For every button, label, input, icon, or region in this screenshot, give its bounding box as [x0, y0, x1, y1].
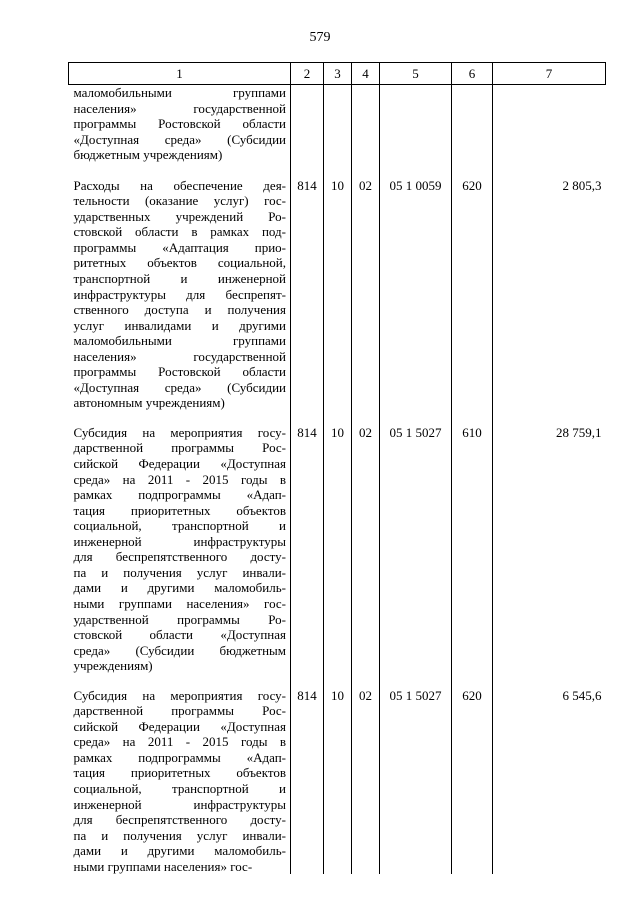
description-line: населения» государственной: [73, 100, 286, 116]
column-header-6: 6: [452, 63, 493, 85]
description-line: тельности (оказание услуг) гос-: [73, 193, 286, 209]
description-line: программы «Адаптация прио-: [73, 239, 286, 255]
description-line: ными группами населения» гос-: [73, 595, 286, 611]
description-line: автономным учреждениям): [73, 395, 225, 411]
description-line: ударственных учреждений Ро-: [73, 208, 286, 224]
page-number: 579: [309, 30, 331, 45]
target-article-code: 05 1 0059: [380, 175, 452, 422]
description-line: среда» на 2011 - 2015 годы в: [73, 471, 286, 487]
description-line: Субсидия на мероприятия госу-: [73, 687, 286, 703]
target-article-code: 05 1 5027: [380, 422, 452, 685]
description-line: для беспрепятственного досту-: [73, 549, 286, 565]
description-line: услуг инвалидами и другими: [73, 317, 286, 333]
table-row: [69, 175, 606, 422]
description-line: программы Ростовской области: [73, 116, 286, 132]
amount: 6 545,6: [562, 687, 602, 703]
description-line: инженерной инфраструктуры: [73, 533, 286, 549]
description-line: тация приоритетных объектов: [73, 502, 286, 518]
description-line: ными группами населения» гос-: [73, 858, 253, 874]
target-article-code: [380, 85, 452, 175]
column-header-4: 4: [352, 63, 380, 85]
description-line: стовской области в рамках под-: [73, 224, 286, 240]
description-line: дарственной программы Рос-: [73, 703, 286, 719]
column-header-7: 7: [493, 63, 606, 85]
description-line: па и получения услуг инвали-: [73, 564, 286, 580]
expense-type-code: [452, 85, 493, 175]
description-line: среда» на 2011 - 2015 годы в: [73, 734, 286, 750]
subsection-code: [352, 85, 380, 175]
section-code: 10: [324, 685, 352, 875]
description-line: для беспрепятственного досту-: [73, 812, 286, 828]
description-line: социальной, транспортной и: [73, 518, 286, 534]
expense-description: [69, 685, 291, 875]
column-header-5: 5: [380, 63, 452, 85]
subsection-code: 02: [352, 422, 380, 685]
description-line: программы Ростовской области: [73, 364, 286, 380]
description-line: инженерной инфраструктуры: [73, 796, 286, 812]
expense-description: [69, 422, 291, 685]
column-header-1: 1: [69, 63, 291, 85]
ministry-code: 814: [291, 685, 324, 875]
description-line: маломобильными группами: [73, 333, 286, 349]
description-line: ударственной программы Ро-: [73, 611, 286, 627]
expense-description: [69, 85, 291, 175]
amount: 2 805,3: [562, 177, 602, 193]
description-line: ственного доступа и получения: [73, 302, 286, 318]
ministry-code: [291, 85, 324, 175]
description-line: маломобильными группами: [73, 85, 286, 100]
amount: [493, 85, 606, 175]
description-line: дами и другими маломобиль-: [73, 580, 286, 596]
budget-table: [68, 62, 606, 874]
description-line: дарственной программы Рос-: [73, 440, 286, 456]
table-row: [69, 422, 606, 685]
description-line: учреждениям): [73, 658, 153, 674]
header-row: [69, 63, 606, 85]
description-line: населения» государственной: [73, 348, 286, 364]
description-line: рамках подпрограммы «Адап-: [73, 487, 286, 503]
description-line: па и получения услуг инвали-: [73, 827, 286, 843]
description-line: инфраструктуры для беспрепят-: [73, 286, 286, 302]
expense-type-code: 620: [452, 685, 493, 875]
section-code: 10: [324, 175, 352, 422]
description-line: сийской Федерации «Доступная: [73, 718, 286, 734]
description-line: Расходы на обеспечение дея-: [73, 177, 286, 193]
table-body: [69, 85, 606, 875]
description-line: стовской области «Доступная: [73, 627, 286, 643]
target-article-code: 05 1 5027: [380, 685, 452, 875]
column-header-2: 2: [291, 63, 324, 85]
description-line: бюджетным учреждениям): [73, 147, 223, 163]
description-line: социальной, транспортной и: [73, 780, 286, 796]
ministry-code: 814: [291, 422, 324, 685]
subsection-code: 02: [352, 685, 380, 875]
table-row: [69, 685, 606, 875]
expense-description: [69, 175, 291, 422]
table-row: [69, 85, 606, 175]
description-line: Субсидия на мероприятия госу-: [73, 424, 286, 440]
description-line: ритетных объектов социальной,: [73, 255, 286, 271]
expense-type-code: 620: [452, 175, 493, 422]
description-line: «Доступная среда» (Субсидии: [73, 131, 286, 147]
section-code: 10: [324, 422, 352, 685]
table-header: [69, 63, 606, 85]
ministry-code: 814: [291, 175, 324, 422]
amount: 28 759,1: [556, 424, 602, 440]
description-line: рамках подпрограммы «Адап-: [73, 749, 286, 765]
description-line: тация приоритетных объектов: [73, 765, 286, 781]
section-code: [324, 85, 352, 175]
subsection-code: 02: [352, 175, 380, 422]
description-line: дами и другими маломобиль-: [73, 843, 286, 859]
column-header-3: 3: [324, 63, 352, 85]
expense-type-code: 610: [452, 422, 493, 685]
description-line: среда» (Субсидии бюджетным: [73, 642, 286, 658]
description-line: транспортной и инженерной: [73, 271, 286, 287]
description-line: «Доступная среда» (Субсидии: [73, 379, 286, 395]
description-line: сийской Федерации «Доступная: [73, 456, 286, 472]
